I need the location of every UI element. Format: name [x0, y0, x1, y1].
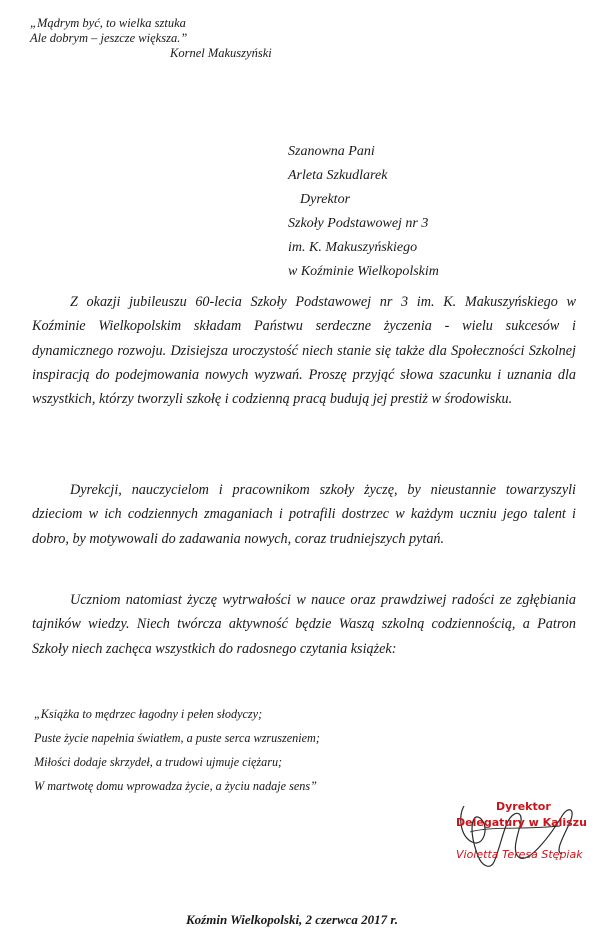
signature-stamp	[450, 796, 590, 876]
poem-quote	[34, 702, 320, 798]
date-line: Koźmin Wielkopolski, 2 czerwca 2017 r.	[186, 912, 398, 927]
motto-line-2: Ale dobrym – jeszcze większa.”	[30, 31, 188, 45]
paragraph-jubilee: Z okazji jubileuszu 60-lecia Szkoły Podstawowej nr 3 im. K. Makuszyńskiego w Koźminie Wielkopolskim składam Państwu serdeczne życzenia - wielu sukcesów i dynamicznego rozwoju. Dzisiejsza uroczystość niech stanie się także dla Społeczności Szkolnej inspiracją do podejmowania nowych wyzwań. Proszę przyjąć słowa szacunku i uznania dla wszystkich, którzy tworzyli szkołę i codzienną pracą budują jej prestiż w środowisku.	[32, 294, 576, 408]
stamp-line-2: Delegatury w Kaliszu	[456, 816, 587, 829]
stamp-name: Violetta Teresa Stępiak	[456, 848, 583, 861]
poem-line-2: Puste życie napełnia światłem, a puste serca wzruszeniem;	[34, 731, 320, 745]
addressee-patron: im. K. Makuszyńskiego	[288, 240, 418, 255]
addressee-salutation: Szanowna Pani	[288, 144, 375, 159]
addressee-title: Dyrektor	[300, 192, 351, 207]
motto-line-1: „Mądrym być, to wielka sztuka	[30, 16, 186, 30]
motto-author: Kornel Makuszyński	[170, 46, 272, 60]
poem-line-1: „Książka to mędrzec łagodny i pełen słodyczy;	[34, 707, 263, 721]
motto-quote	[30, 16, 272, 61]
poem-line-3: Miłości dodaje skrzydeł, a trudowi ujmuje ciężaru;	[34, 755, 283, 769]
addressee-name: Arleta Szkudlarek	[288, 168, 388, 183]
addressee-school: Szkoły Podstawowej nr 3	[288, 216, 429, 231]
stamp-line-1: Dyrektor	[496, 800, 551, 813]
poem-line-4: W martwotę domu wprowadza życie, a życiu nadaje sens”	[34, 779, 317, 793]
paragraph-staff-wishes: Dyrekcji, nauczycielom i pracownikom szkoły życzę, by nieustannie towarzyszyli dzieciom w ich codziennych zmaganiach i potrafili dostrzec w każdym uczniu jego talent i dobro, by motywowali do zadawania nowych, coraz trudniejszych pytań.	[32, 482, 576, 547]
addressee-place: w Koźminie Wielkopolskim	[288, 264, 439, 279]
addressee-block	[288, 140, 439, 284]
paragraph-student-wishes: Uczniom natomiast życzę wytrwałości w nauce oraz prawdziwej radości ze zgłębiania tajników wiedzy. Niech twórcza aktywność będzie Waszą szkolną codziennością, a Patron Szkoły niech zachęca wszystkich do radosnego czytania książek:	[32, 592, 576, 657]
